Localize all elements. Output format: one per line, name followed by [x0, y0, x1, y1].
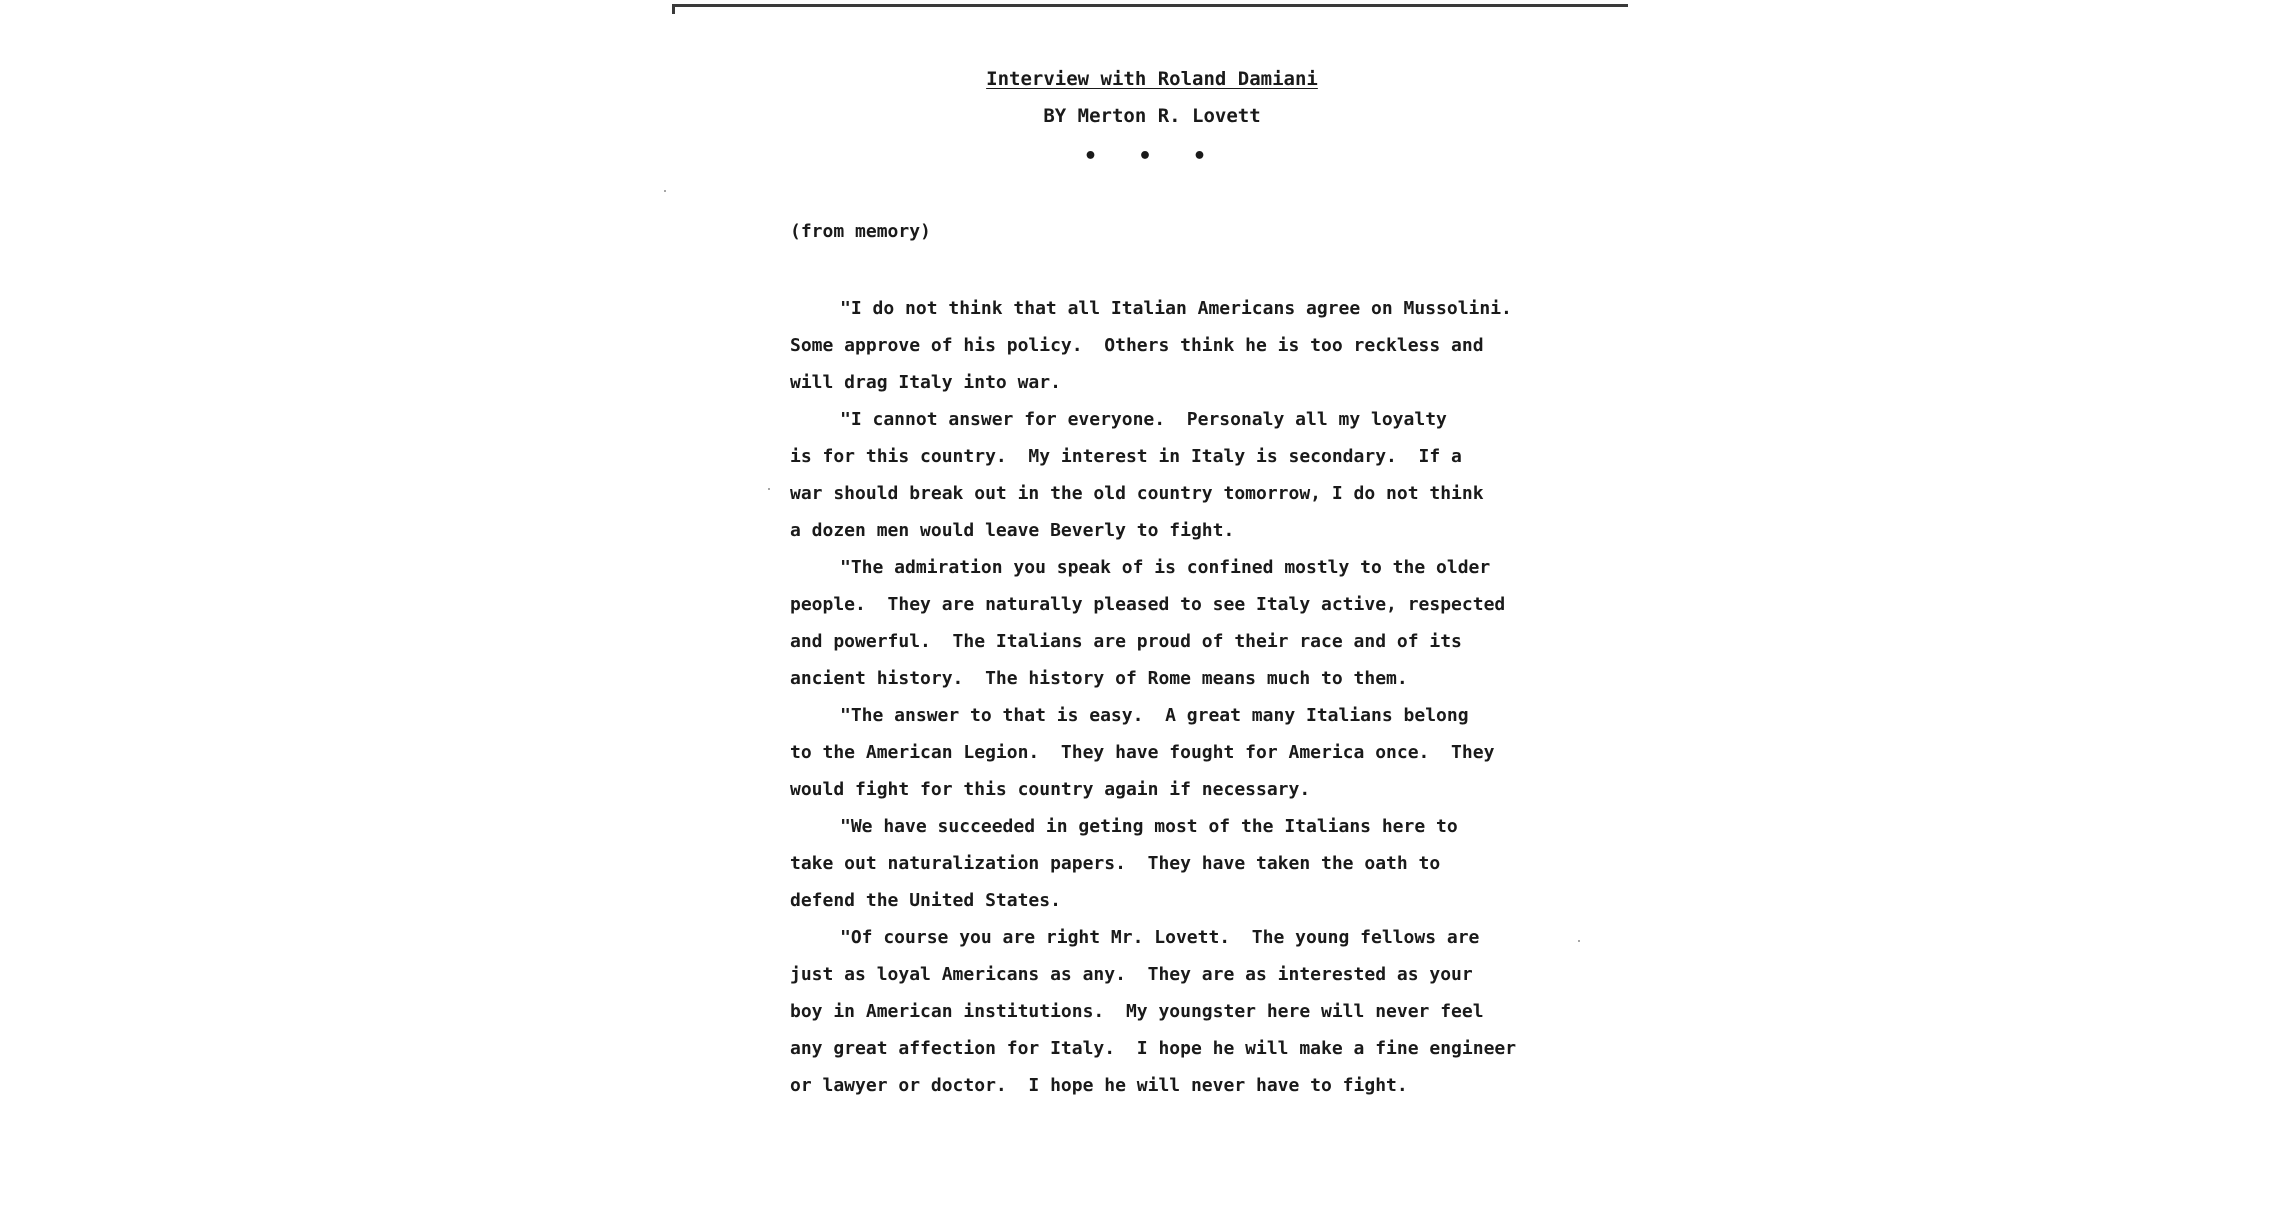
top-rule-tick: [672, 4, 675, 14]
document-title: Interview with Roland Damiani: [986, 68, 1318, 90]
paragraph-line: war should break out in the old country tomorrow, I do not think: [790, 483, 1484, 504]
paragraph-line: is for this country. My interest in Italy is secondary. If a: [790, 446, 1462, 467]
paragraph-2: [790, 401, 1570, 549]
paragraph-line: people. They are naturally pleased to see Italy active, respected: [790, 594, 1506, 615]
paragraph-line: just as loyal Americans as any. They are as interested as your: [790, 964, 1473, 985]
document-byline: BY Merton R. Lovett: [1043, 105, 1261, 127]
paragraph-line: or lawyer or doctor. I hope he will never have to fight.: [790, 1075, 1408, 1096]
paragraph-line: ancient history. The history of Rome means much to them.: [790, 668, 1408, 689]
paragraph-line: any great affection for Italy. I hope he will make a fine engineer: [790, 1038, 1517, 1059]
paragraph-line: a dozen men would leave Beverly to fight.: [790, 520, 1235, 541]
paragraph-line: "Of course you are right Mr. Lovett. The young fellows are: [840, 927, 1480, 948]
paragraph-1: [790, 290, 1570, 401]
section-separator: • • •: [1083, 144, 1221, 169]
paragraph-line: "The answer to that is easy. A great many Italians belong: [840, 705, 1469, 726]
document-page: [668, 0, 1636, 1210]
paragraph-line: "The admiration you speak of is confined mostly to the older: [840, 557, 1491, 578]
paragraph-line: "I do not think that all Italian Americans agree on Mussolini.: [840, 298, 1512, 319]
paragraph-3: [790, 549, 1570, 697]
paragraph-line: would fight for this country again if necessary.: [790, 779, 1311, 800]
paragraph-line: take out naturalization papers. They have taken the oath to: [790, 853, 1441, 874]
scan-speck: [664, 190, 666, 192]
scan-speck: [1578, 940, 1580, 942]
paragraph-line: defend the United States.: [790, 890, 1061, 911]
memory-note: (from memory): [790, 221, 931, 242]
paragraph-line: to the American Legion. They have fought for America once. They: [790, 742, 1495, 763]
scan-speck: [768, 488, 770, 490]
paragraph-4: [790, 697, 1570, 808]
top-rule-line: [672, 4, 1628, 7]
paragraph-line: will drag Italy into war.: [790, 372, 1061, 393]
paragraph-line: "I cannot answer for everyone. Personaly all my loyalty: [840, 409, 1447, 430]
paragraph-line: "We have succeeded in geting most of the Italians here to: [840, 816, 1458, 837]
paragraph-5: [790, 808, 1570, 919]
paragraph-line: boy in American institutions. My youngster here will never feel: [790, 1001, 1484, 1022]
paragraph-line: and powerful. The Italians are proud of their race and of its: [790, 631, 1462, 652]
paragraph-6: [790, 919, 1570, 1104]
paragraph-line: Some approve of his policy. Others think he is too reckless and: [790, 335, 1484, 356]
